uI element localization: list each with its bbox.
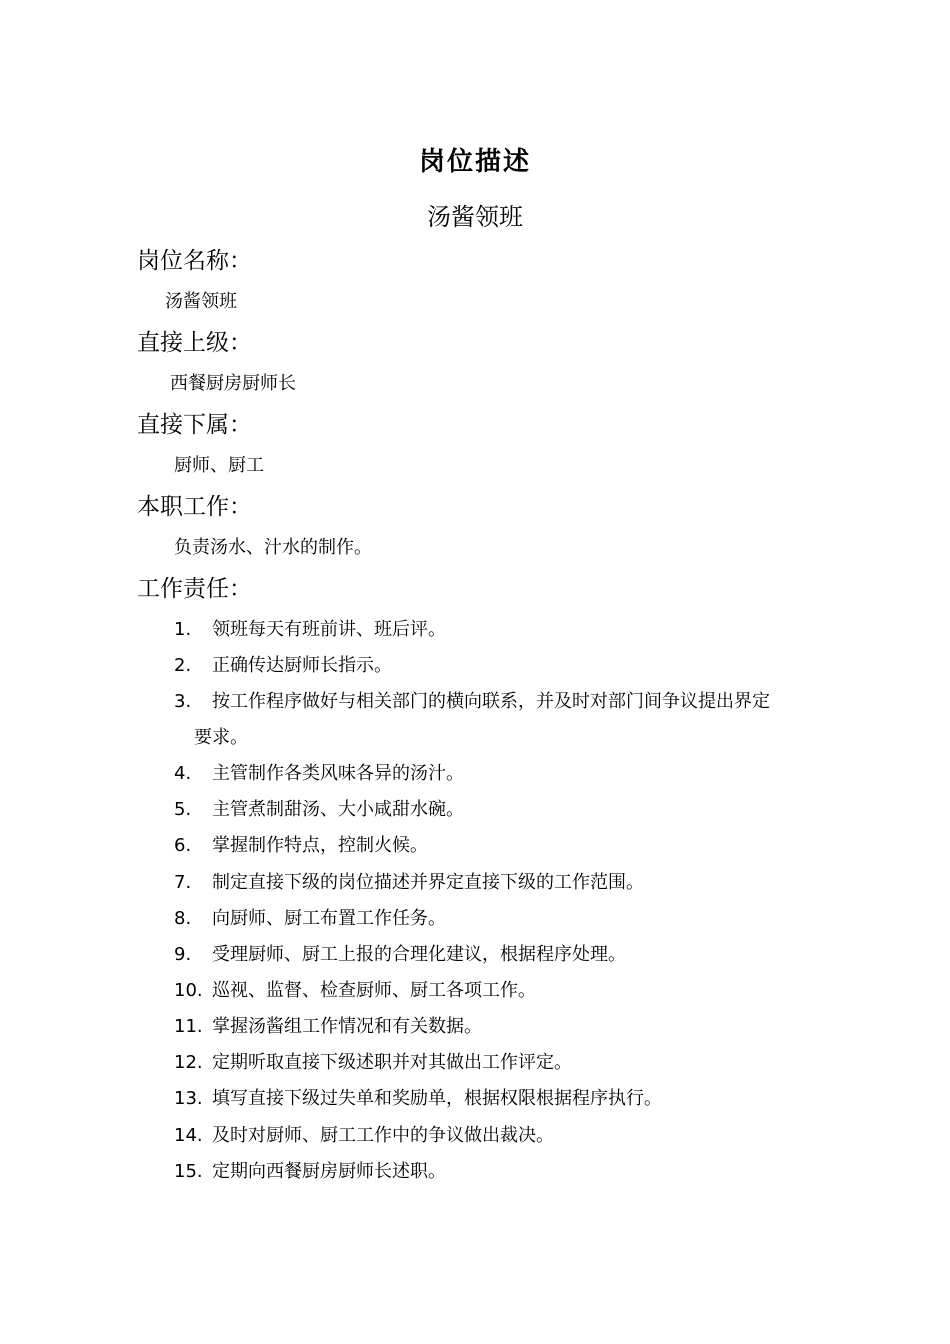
heading-main-work: 本职工作： [137,494,252,520]
duty-text: 及时对厨师、厨工工作中的争议做出裁决。 [212,1125,554,1146]
duty-text: 定期听取直接下级述职并对其做出工作评定。 [212,1052,572,1073]
duty-number: 9. [174,944,192,965]
duty-text: 领班每天有班前讲、班后评。 [212,619,446,640]
duty-item [174,1084,824,1110]
document-subtitle: 汤酱领班 [427,203,523,231]
duty-item [174,1121,824,1147]
value-direct-subordinates: 厨师、厨工 [174,455,264,476]
duty-item [174,1048,824,1074]
duty-text: 掌握汤酱组工作情况和有关数据。 [212,1016,482,1037]
duty-item [174,940,824,966]
duty-number: 7. [174,872,192,893]
duty-item [174,687,824,713]
document-title: 岗位描述 [418,147,531,177]
duty-number: 10. [174,980,203,1001]
value-main-work: 负责汤水、汁水的制作。 [174,537,372,558]
duty-text: 制定直接下级的岗位描述并界定直接下级的工作范围。 [212,872,644,893]
duty-text: 主管制作各类风味各异的汤汁。 [212,763,464,784]
duty-text: 掌握制作特点，控制火候。 [212,835,428,856]
duty-number: 11. [174,1016,203,1037]
heading-position-name: 岗位名称： [137,248,252,274]
duty-text: 按工作程序做好与相关部门的横向联系，并及时对部门间争议提出界定 [212,691,770,712]
duty-text: 主管煮制甜汤、大小咸甜水碗。 [212,799,464,820]
duty-item [174,615,824,641]
duty-item [174,831,824,857]
duty-text-continuation: 要求。 [194,727,248,748]
duty-number: 12. [174,1052,203,1073]
duty-number: 5. [174,799,192,820]
duty-text: 定期向西餐厨房厨师长述职。 [212,1161,446,1182]
value-direct-superior: 西餐厨房厨师长 [170,373,296,394]
duty-item [174,904,824,930]
duty-number: 14. [174,1125,203,1146]
duty-item [174,1012,824,1038]
duty-item [174,651,824,677]
duty-item [174,795,824,821]
value-position-name: 汤酱领班 [165,291,237,312]
duty-item [174,868,824,894]
duty-text: 填写直接下级过失单和奖励单，根据权限根据程序执行。 [212,1088,662,1109]
heading-direct-subordinates: 直接下属： [137,412,252,438]
duty-number: 3. [174,691,192,712]
duty-item [174,976,824,1002]
duty-text: 受理厨师、厨工上报的合理化建议，根据程序处理。 [212,944,626,965]
duty-text: 正确传达厨师长指示。 [212,655,392,676]
duty-number: 13. [174,1088,203,1109]
heading-direct-superior: 直接上级： [137,330,252,356]
duty-item [174,1157,824,1183]
duty-number: 4. [174,763,192,784]
duty-number: 1. [174,619,192,640]
duty-number: 2. [174,655,192,676]
duty-number: 6. [174,835,192,856]
duty-text: 向厨师、厨工布置工作任务。 [212,908,446,929]
duty-text: 巡视、监督、检查厨师、厨工各项工作。 [212,980,536,1001]
duty-number: 15. [174,1161,203,1182]
duty-number: 8. [174,908,192,929]
duty-item [174,759,824,785]
heading-responsibilities: 工作责任： [137,576,252,602]
